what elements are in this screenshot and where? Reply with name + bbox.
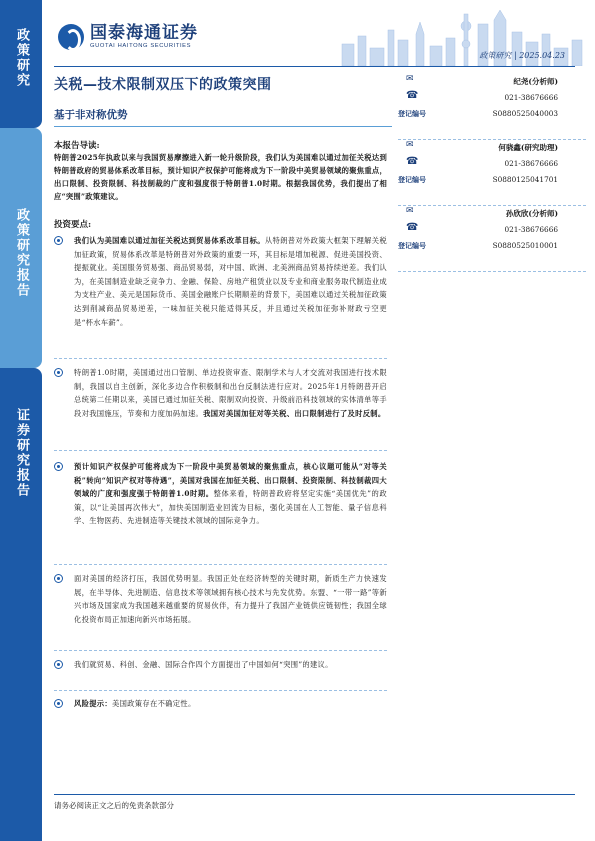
- bullet-body: 我们就贸易、科创、金融、国际合作四个方面提出了中国如何“突围”的建议。: [74, 660, 333, 669]
- bullet-text: [74, 572, 387, 626]
- analyst-phone: 021-38676666: [504, 225, 558, 234]
- meta-separator: |: [513, 51, 517, 60]
- section-divider: [54, 450, 387, 451]
- section-divider: [54, 564, 387, 565]
- analyst-card: [398, 206, 586, 272]
- page-title: 关税—技术限制双压下的政策突围: [54, 77, 272, 93]
- analyst-phone: 021-38676666: [504, 93, 558, 102]
- logo-name-en: GUOTAI HAITONG SECURITIES: [90, 43, 192, 49]
- bullet-icon: [54, 462, 63, 471]
- list-item: [54, 572, 387, 626]
- bullet-icon: [54, 368, 63, 377]
- bullet-body: 面对美国的经济打压，我国优势明显。我国正处在经济转型的关键时期，新质生产力快速发展，在半导体、先进制造、信息技术等领域拥有核心技术与先发优势。东盟、“一带一路”等新兴市场及国家成为我国越来越重要的贸易伙伴，有力提升了我国产业链供应链韧性；我国全球化投资布局正加速向新兴市场拓展。: [74, 574, 387, 624]
- phone-icon: ☎: [406, 156, 419, 167]
- list-item: [54, 658, 387, 672]
- registration-number: S0880525040003: [492, 109, 558, 118]
- phone-icon: ☎: [406, 222, 419, 233]
- footer-divider: [54, 794, 575, 795]
- bullet-text: [74, 366, 387, 420]
- side-tab-label: 证券研究报告: [14, 408, 29, 498]
- list-item: [54, 697, 387, 711]
- bullet-icon: [54, 236, 63, 245]
- registration-number: S0880525010001: [492, 241, 558, 250]
- section-divider: [54, 690, 387, 691]
- page-subtitle: 基于非对称优势: [54, 109, 128, 121]
- phone-icon: ☎: [406, 90, 419, 101]
- bullet-body: 特朗普1.0时期，美国通过出口管制、单边投资审查、限制学术与人才交流对我国进行技术限制，我国以自主创新，深化多边合作积极制和出台反制法进行应对。2025年1月特朗普开启总统第二任期以来，美国已通过加征关税、限制双向投资、升级前沿科技领域的实体清单等手段对我国施压，节奏和力度加码加速。: [74, 368, 387, 418]
- list-item: [54, 460, 387, 528]
- bullet-body: 美国政策存在不确定性。: [111, 699, 196, 708]
- bullet-body: 从特朗普对外政策大框架下理解关税加征政策，贸易体系改革是特朗普对外政策的重要一环，其目标是增加税源、促进美国投资、提振就业。美国服务贸易强、商品贸易弱，对中国、欧洲、北美洲商品贸易持续逆差。我们认为，在美国制造业缺乏竞争力、金融、保险、房地产租赁业以及专业和商业服务取代制造业成为支柱产业、美元是国际货币、美国金融账户长期顺差的背景下，美国难以通过关税加征政策达到削减商品贸易逆差，一味加征关税只能适得其反，并且通过关税加征弥补财政亏空更是“杯水车薪”。: [74, 236, 387, 327]
- registration-label: 登记编号: [398, 241, 426, 250]
- bullet-icon: [54, 574, 63, 583]
- bullet-text: [74, 460, 387, 528]
- disclaimer-note: 请务必阅读正文之后的免责条款部分: [54, 801, 174, 810]
- mail-icon: ✉: [406, 140, 414, 150]
- analyst-phone: 021-38676666: [504, 159, 558, 168]
- logo-icon: [58, 24, 84, 50]
- points-heading: 投资要点:: [54, 220, 92, 230]
- bullet-body: 整体来看，特朗普政府将坚定实施“美国优先”的政策，以“让美国再次伟大”，加快美国制造业回流为目标，强化美国在人工智能、量子信息科学、生物医药、先进制造等关键技术领域的国际竞争力。: [74, 489, 388, 526]
- analyst-panel: [398, 74, 586, 272]
- side-tab-label: 政策研究: [14, 28, 29, 88]
- bullet-icon: [54, 660, 63, 669]
- bullet-text: [74, 658, 387, 672]
- list-item: [54, 234, 387, 329]
- title-divider: [54, 126, 392, 127]
- side-tab-label: 政策研究报告: [14, 208, 29, 298]
- bullet-text: [74, 697, 387, 711]
- bullet-lead: 风险提示：: [74, 699, 112, 708]
- analyst-card: [398, 74, 586, 140]
- section-divider: [54, 358, 387, 359]
- bullet-text: [74, 234, 387, 329]
- side-tab-policy-research: [0, 0, 42, 128]
- registration-number: S0880125041701: [492, 175, 558, 184]
- logo-name-cn: 国泰海通证券: [90, 23, 198, 43]
- guide-heading: 本报告导读:: [54, 141, 100, 151]
- company-logo: [58, 24, 198, 50]
- analyst-card: [398, 140, 586, 206]
- bullet-icon: [54, 699, 63, 708]
- report-date: 2025.04.23: [519, 51, 565, 60]
- analyst-name: 纪尧(分析师): [513, 77, 558, 86]
- section-divider: [54, 650, 387, 651]
- registration-label: 登记编号: [398, 175, 426, 184]
- analyst-name: 何骁鑫(研究助理): [498, 143, 558, 152]
- list-item: [54, 366, 387, 420]
- report-meta: [479, 50, 565, 61]
- header-divider: [54, 66, 575, 67]
- side-tab-policy-report: [0, 128, 42, 368]
- bullet-lead: 预计知识产权保护可能将成为下一阶段中美贸易领域的聚焦重点，核心议题可能从“对等关税”转向“知识产权对等待遇”，美国对我国在加征关税、出口限制、投资限制、科技制裁四大领域的广度和强度强于特朗普1.0时期。: [74, 462, 387, 499]
- side-tab-securities-report: [0, 368, 42, 841]
- analyst-name: 孙欣欣(分析师): [505, 209, 558, 218]
- bullet-tail: 我国对美国加征对等关税、出口限制进行了及时反制。: [203, 408, 386, 418]
- guide-summary: 特朗普2025年执政以来与我国贸易摩擦进入新一轮升级阶段，我们认为美国难以通过加征关税达到特朗普政府的贸易体系改革目标，预计知识产权保护可能将成为下一阶段中美贸易领域的聚焦重点，出口限制、投资限制、科技制裁的广度和强度很于特朗普1.0时期。根据我国优势，我们提出了相应“突围”政策建议。: [54, 153, 387, 201]
- bullet-lead: 我们认为美国难以通过加征关税达到贸易体系改革目标。: [74, 236, 265, 245]
- mail-icon: ✉: [406, 206, 414, 216]
- report-type: 政策研究: [479, 51, 512, 60]
- mail-icon: ✉: [406, 74, 414, 84]
- side-navigation: [0, 0, 42, 841]
- registration-label: 登记编号: [398, 109, 426, 118]
